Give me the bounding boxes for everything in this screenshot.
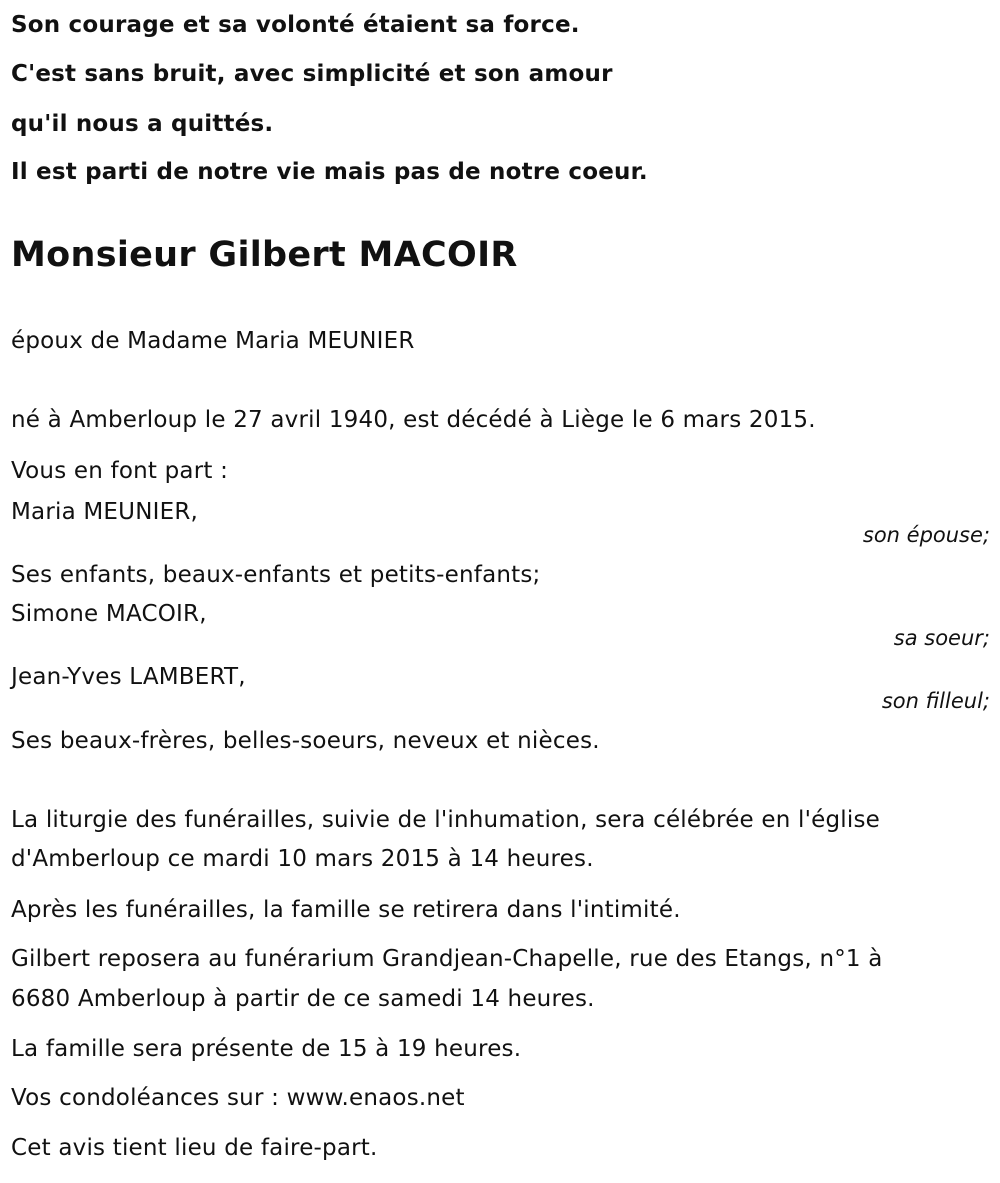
family-member-name: Ses enfants, beaux-enfants et petits-enfants; [11,562,541,588]
family-member-name: Maria MEUNIER, [11,499,199,525]
epitaph-line-4: Il est parti de notre vie mais pas de notre coeur. [11,159,648,185]
notice-line: Cet avis tient lieu de faire-part. [11,1135,378,1161]
family-member-relation: sa soeur; [893,626,990,650]
epitaph-line-1: Son courage et sa volonté étaient sa force. [11,12,580,38]
liturgy-line-1: La liturgie des funérailles, suivie de l'inhumation, sera célébrée en l'église [11,807,881,833]
family-member-name: Simone MACOIR, [11,601,207,627]
rest-location-line-1: Gilbert reposera au funérarium Grandjean-Chapelle, rue des Etangs, n°1 à [11,946,883,972]
epitaph-line-2: C'est sans bruit, avec simplicité et son amour [11,61,613,87]
after-funeral-line: Après les funérailles, la famille se retirera dans l'intimité. [11,897,681,923]
birth-death-line: né à Amberloup le 27 avril 1940, est décédé à Liège le 6 mars 2015. [11,407,816,433]
rest-location-line-2: 6680 Amberloup à partir de ce samedi 14 heures. [11,986,595,1012]
family-member-name: Ses beaux-frères, belles-soeurs, neveux et nièces. [11,728,600,754]
family-member-relation: son filleul; [881,689,990,713]
announcement-intro: Vous en font part : [11,458,229,484]
family-member-relation: son épouse; [862,523,990,547]
condolences-line: Vos condoléances sur : www.enaos.net [11,1085,465,1111]
family-member-name: Jean-Yves LAMBERT, [11,664,246,690]
deceased-name: Monsieur Gilbert MACOIR [11,235,518,275]
epitaph-line-3: qu'il nous a quittés. [11,111,274,137]
spouse-line: époux de Madame Maria MEUNIER [11,328,415,354]
liturgy-line-2: d'Amberloup ce mardi 10 mars 2015 à 14 heures. [11,846,594,872]
family-presence-line: La famille sera présente de 15 à 19 heures. [11,1036,522,1062]
